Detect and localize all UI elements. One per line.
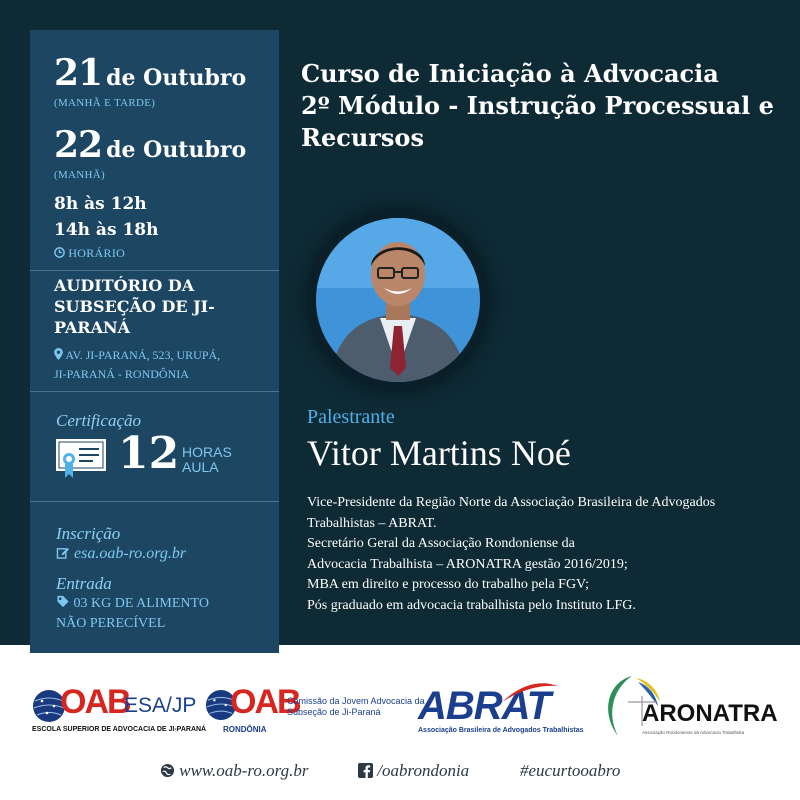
speaker-bio-line: MBA em direito e processo do trabalho pela FGV; (307, 577, 590, 592)
certification-label: Certificação (56, 411, 141, 430)
course-title-line-3: Recursos (301, 123, 424, 152)
entry-requirement-line-2: NÃO PERECÍVEL (56, 616, 166, 631)
date-1-month: de Outubro (106, 65, 247, 91)
commission-line-2: Subseção de Ji-Paraná (287, 707, 381, 717)
oab-esa-logo (30, 683, 210, 738)
esa-caption: ESCOLA SUPERIOR DE ADVOCACIA DE JI-PARANÁ (32, 726, 207, 733)
entry-requirement-line-1 (56, 594, 209, 614)
registration-label: Inscrição (56, 524, 121, 543)
entry-requirement-text-1: 03 KG DE ALIMENTO (73, 596, 209, 611)
website-text[interactable]: www.oab-ro.org.br (179, 761, 309, 780)
oab-wordmark: OAB (60, 683, 130, 721)
divider (30, 391, 279, 392)
edit-icon (56, 546, 70, 559)
tag-icon (56, 595, 70, 608)
certification-unit-line-1: HORAS (182, 444, 232, 460)
speaker-portrait (316, 218, 480, 382)
venue-name: AUDITÓRIO DA SUBSEÇÃO DE JI-PARANÁ (54, 276, 215, 337)
time-label-text: HORÁRIO (68, 246, 126, 260)
facebook-text[interactable]: /oabrondonia (377, 761, 470, 780)
divider (30, 501, 279, 502)
date-1-day: 21 (54, 52, 103, 94)
aronatra-caption: Associação Rondoniense da Advocacia Trabalhista (642, 730, 745, 735)
speaker-bio-line: Vice-Presidente da Região Norte da Associação Brasileira de Advogados (307, 495, 716, 510)
speaker-role: Palestrante (307, 406, 395, 428)
certificate-icon (55, 438, 107, 480)
speaker-bio-line: Advocacia Trabalhista – ARONATRA gestão 2016/2019; (307, 556, 628, 572)
aronatra-logo (598, 672, 778, 744)
website-link[interactable] (160, 761, 309, 781)
course-title-line-2: 2º Módulo - Instrução Processual e (301, 91, 774, 120)
time-slot-afternoon: 14h às 18h (54, 220, 159, 240)
date-2-month: de Outubro (106, 137, 247, 163)
registration-link-text[interactable]: esa.oab-ro.org.br (74, 545, 187, 562)
speaker-bio-line: Pós graduado em advocacia trabalhista pelo Instituto LFG. (307, 597, 636, 613)
aronatra-wordmark: ARONATRA (642, 700, 778, 727)
rondonia-caption: RONDÔNIA (223, 725, 267, 734)
date-2-period: (MANHÃ) (54, 169, 105, 181)
time-label (54, 246, 125, 261)
date-1-period: (MANHÃ E TARDE) (54, 97, 156, 109)
venue-address-text-1: AV. JI-PARANÁ, 523, URUPÁ, (65, 348, 221, 362)
speaker-bio-line: Trabalhistas – ABRAT. (307, 515, 437, 531)
certification-hours: 12 (118, 428, 180, 479)
course-title-line-1: Curso de Iniciação à Advocacia (301, 59, 719, 88)
divider (30, 270, 279, 271)
speaker-bio-line: Secretário Geral da Associação Rondoniense da (307, 536, 575, 551)
commission-text (287, 696, 425, 718)
facebook-icon (358, 763, 373, 778)
certification-unit (182, 445, 232, 475)
oab-wordmark: OAB (230, 683, 300, 721)
esa-jp-wordmark: ESA/JP (124, 694, 197, 717)
red-swoosh (500, 680, 560, 704)
abrat-logo (418, 686, 588, 738)
clock-icon (54, 247, 65, 258)
hashtag: #eucurtooabro (520, 761, 621, 780)
speaker-name: Vitor Martins Noé (307, 433, 571, 473)
certification-unit-line-2: AULA (182, 459, 219, 475)
commission-line-1: Comissão da Jovem Advocacia da (287, 696, 425, 706)
abrat-caption: Associação Brasileira de Advogados Trabalhistas (418, 727, 584, 734)
date-2-day: 22 (54, 124, 103, 166)
oab-rondonia-logo (203, 683, 425, 738)
time-slot-morning: 8h às 12h (54, 194, 147, 214)
globe-icon (160, 763, 175, 778)
facebook-link[interactable] (358, 761, 469, 781)
date-1 (54, 52, 246, 94)
venue-address-line-2: JI-PARANÁ - RONDÔNIA (54, 367, 189, 381)
entry-label: Entrada (56, 574, 112, 593)
course-title (301, 58, 791, 154)
location-pin-icon (54, 348, 63, 360)
abrat-wordmark: ABRAT (418, 684, 551, 728)
registration-link[interactable] (56, 545, 186, 563)
speaker-bio (307, 493, 787, 616)
date-2 (54, 124, 246, 166)
venue-address-line-1 (54, 346, 220, 365)
speaker-photo (316, 218, 480, 382)
event-info-panel (30, 30, 279, 653)
